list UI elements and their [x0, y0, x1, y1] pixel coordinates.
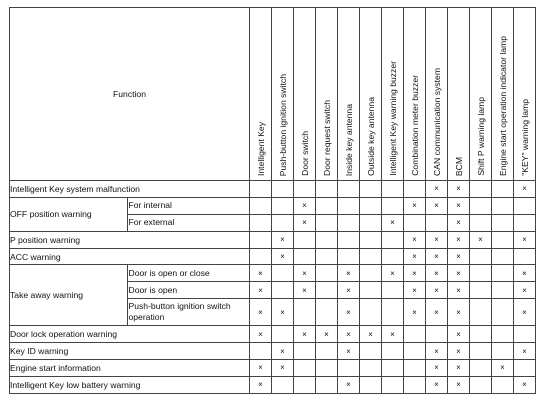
- empty-cell: [470, 265, 492, 282]
- empty-cell: [360, 265, 382, 282]
- empty-cell: [426, 326, 448, 343]
- empty-cell: [382, 248, 404, 265]
- empty-cell: [492, 231, 514, 248]
- column-header-label: Intelligent Key warning buzzer: [387, 61, 398, 176]
- mark-cell: ×: [426, 197, 448, 214]
- mark-cell: ×: [272, 299, 294, 326]
- empty-cell: [492, 265, 514, 282]
- column-header: [470, 8, 492, 181]
- empty-cell: [492, 214, 514, 231]
- column-header-label: Intelligent Key: [255, 122, 266, 176]
- empty-cell: [316, 343, 338, 360]
- empty-cell: [492, 299, 514, 326]
- mark-cell: ×: [404, 282, 426, 299]
- empty-cell: [272, 326, 294, 343]
- column-header: [492, 8, 514, 181]
- empty-cell: [250, 214, 272, 231]
- empty-cell: [316, 376, 338, 393]
- row-condition-label: For internal: [128, 197, 250, 214]
- empty-cell: [382, 360, 404, 377]
- empty-cell: [294, 376, 316, 393]
- mark-cell: ×: [470, 231, 492, 248]
- column-header-label: Inside key antenna: [343, 103, 354, 176]
- empty-cell: [470, 326, 492, 343]
- mark-cell: ×: [514, 343, 536, 360]
- empty-cell: [426, 214, 448, 231]
- mark-cell: ×: [272, 231, 294, 248]
- empty-cell: [250, 181, 272, 198]
- mark-cell: ×: [382, 214, 404, 231]
- mark-cell: ×: [448, 181, 470, 198]
- row-condition-label: Push-button ignition switch operation: [128, 299, 250, 326]
- empty-cell: [338, 181, 360, 198]
- empty-cell: [470, 197, 492, 214]
- empty-cell: [272, 265, 294, 282]
- empty-cell: [316, 248, 338, 265]
- column-header: [360, 8, 382, 181]
- empty-cell: [272, 376, 294, 393]
- mark-cell: ×: [338, 376, 360, 393]
- empty-cell: [250, 248, 272, 265]
- row-function-label: Door lock operation warning: [10, 326, 250, 343]
- empty-cell: [316, 214, 338, 231]
- table-row: [10, 360, 536, 377]
- mark-cell: ×: [426, 248, 448, 265]
- empty-cell: [316, 282, 338, 299]
- empty-cell: [316, 197, 338, 214]
- empty-cell: [492, 248, 514, 265]
- row-function-label: Intelligent Key system malfunction: [10, 181, 250, 198]
- mark-cell: ×: [250, 265, 272, 282]
- empty-cell: [514, 248, 536, 265]
- empty-cell: [250, 343, 272, 360]
- empty-cell: [514, 326, 536, 343]
- empty-cell: [250, 197, 272, 214]
- empty-cell: [382, 282, 404, 299]
- empty-cell: [338, 360, 360, 377]
- empty-cell: [404, 343, 426, 360]
- mark-cell: ×: [250, 360, 272, 377]
- mark-cell: ×: [382, 326, 404, 343]
- empty-cell: [360, 248, 382, 265]
- empty-cell: [404, 376, 426, 393]
- mark-cell: ×: [272, 248, 294, 265]
- mark-cell: ×: [448, 197, 470, 214]
- column-header: [272, 8, 294, 181]
- empty-cell: [514, 360, 536, 377]
- mark-cell: ×: [338, 299, 360, 326]
- empty-cell: [272, 282, 294, 299]
- row-function-label: Take away warning: [10, 265, 128, 326]
- mark-cell: ×: [404, 299, 426, 326]
- row-function-label: ACC warning: [10, 248, 250, 265]
- empty-cell: [316, 360, 338, 377]
- mark-cell: ×: [426, 343, 448, 360]
- function-matrix-container: [9, 7, 536, 394]
- empty-cell: [360, 299, 382, 326]
- table-row: [10, 231, 536, 248]
- empty-cell: [338, 197, 360, 214]
- mark-cell: ×: [250, 282, 272, 299]
- row-function-label: P position warning: [10, 231, 250, 248]
- mark-cell: ×: [514, 282, 536, 299]
- empty-cell: [360, 376, 382, 393]
- empty-cell: [382, 197, 404, 214]
- empty-cell: [470, 343, 492, 360]
- mark-cell: ×: [316, 326, 338, 343]
- empty-cell: [250, 231, 272, 248]
- empty-cell: [492, 376, 514, 393]
- column-header-label: "KEY" warning lamp: [519, 99, 530, 176]
- mark-cell: ×: [338, 326, 360, 343]
- empty-cell: [470, 299, 492, 326]
- empty-cell: [470, 282, 492, 299]
- mark-cell: ×: [250, 326, 272, 343]
- empty-cell: [514, 197, 536, 214]
- empty-cell: [492, 326, 514, 343]
- mark-cell: ×: [360, 326, 382, 343]
- mark-cell: ×: [448, 248, 470, 265]
- mark-cell: ×: [294, 214, 316, 231]
- empty-cell: [360, 197, 382, 214]
- empty-cell: [294, 299, 316, 326]
- mark-cell: ×: [426, 299, 448, 326]
- mark-cell: ×: [514, 265, 536, 282]
- mark-cell: ×: [272, 360, 294, 377]
- empty-cell: [382, 299, 404, 326]
- row-condition-label: Door is open or close: [128, 265, 250, 282]
- column-header: [250, 8, 272, 181]
- column-header: [514, 8, 536, 181]
- mark-cell: ×: [294, 282, 316, 299]
- mark-cell: ×: [250, 376, 272, 393]
- empty-cell: [272, 214, 294, 231]
- mark-cell: ×: [448, 214, 470, 231]
- column-header-label: CAN communication system: [431, 68, 442, 176]
- mark-cell: ×: [448, 343, 470, 360]
- empty-cell: [492, 197, 514, 214]
- header-row: [10, 8, 536, 181]
- empty-cell: [272, 197, 294, 214]
- mark-cell: ×: [404, 197, 426, 214]
- empty-cell: [360, 343, 382, 360]
- row-function-label: Intelligent Key low battery warning: [10, 376, 250, 393]
- empty-cell: [338, 231, 360, 248]
- empty-cell: [360, 231, 382, 248]
- empty-cell: [382, 231, 404, 248]
- empty-cell: [382, 376, 404, 393]
- empty-cell: [294, 343, 316, 360]
- empty-cell: [404, 360, 426, 377]
- empty-cell: [360, 214, 382, 231]
- row-condition-label: Door is open: [128, 282, 250, 299]
- empty-cell: [492, 282, 514, 299]
- function-matrix-table: [9, 7, 536, 394]
- row-function-label: OFF position warning: [10, 197, 128, 231]
- mark-cell: ×: [448, 360, 470, 377]
- empty-cell: [470, 376, 492, 393]
- mark-cell: ×: [338, 282, 360, 299]
- column-header: [294, 8, 316, 181]
- mark-cell: ×: [514, 376, 536, 393]
- row-condition-label: For external: [128, 214, 250, 231]
- mark-cell: ×: [272, 343, 294, 360]
- column-header: [404, 8, 426, 181]
- empty-cell: [382, 181, 404, 198]
- mark-cell: ×: [448, 282, 470, 299]
- empty-cell: [404, 214, 426, 231]
- mark-cell: ×: [426, 265, 448, 282]
- mark-cell: ×: [448, 376, 470, 393]
- column-header: [316, 8, 338, 181]
- mark-cell: ×: [426, 282, 448, 299]
- mark-cell: ×: [448, 265, 470, 282]
- mark-cell: ×: [514, 299, 536, 326]
- mark-cell: ×: [294, 197, 316, 214]
- column-header: [382, 8, 404, 181]
- mark-cell: ×: [294, 265, 316, 282]
- empty-cell: [316, 299, 338, 326]
- empty-cell: [272, 181, 294, 198]
- empty-cell: [316, 265, 338, 282]
- mark-cell: ×: [448, 299, 470, 326]
- column-header-label: BCM: [453, 156, 464, 176]
- column-header: [448, 8, 470, 181]
- empty-cell: [294, 231, 316, 248]
- column-header: [338, 8, 360, 181]
- empty-cell: [470, 248, 492, 265]
- table-row: [10, 181, 536, 198]
- table-row: [10, 343, 536, 360]
- column-header-label: Shift P warning lamp: [475, 97, 486, 176]
- empty-cell: [404, 326, 426, 343]
- column-header-label: Outside key antenna: [365, 97, 376, 176]
- mark-cell: ×: [250, 299, 272, 326]
- column-header-label: Door request switch: [321, 100, 332, 176]
- mark-cell: ×: [404, 248, 426, 265]
- mark-cell: ×: [514, 181, 536, 198]
- function-header: Function: [10, 8, 250, 181]
- empty-cell: [360, 181, 382, 198]
- empty-cell: [316, 181, 338, 198]
- table-body: [10, 181, 536, 394]
- empty-cell: [360, 360, 382, 377]
- mark-cell: ×: [404, 231, 426, 248]
- empty-cell: [294, 360, 316, 377]
- empty-cell: [470, 214, 492, 231]
- column-header: [426, 8, 448, 181]
- mark-cell: ×: [426, 376, 448, 393]
- mark-cell: ×: [514, 231, 536, 248]
- mark-cell: ×: [294, 326, 316, 343]
- column-header-label: Push-button ignition switch: [277, 73, 288, 176]
- empty-cell: [316, 231, 338, 248]
- empty-cell: [338, 248, 360, 265]
- empty-cell: [360, 282, 382, 299]
- empty-cell: [294, 248, 316, 265]
- table-row: [10, 265, 536, 282]
- empty-cell: [382, 343, 404, 360]
- mark-cell: ×: [382, 265, 404, 282]
- table-row: [10, 197, 536, 214]
- column-header-label: Engine start operation indicator lamp: [497, 36, 508, 176]
- column-header-label: Door switch: [299, 131, 310, 176]
- mark-cell: ×: [426, 181, 448, 198]
- empty-cell: [492, 343, 514, 360]
- mark-cell: ×: [448, 231, 470, 248]
- empty-cell: [338, 214, 360, 231]
- mark-cell: ×: [448, 326, 470, 343]
- empty-cell: [514, 214, 536, 231]
- mark-cell: ×: [404, 265, 426, 282]
- row-function-label: Engine start information: [10, 360, 250, 377]
- mark-cell: ×: [426, 360, 448, 377]
- empty-cell: [470, 360, 492, 377]
- empty-cell: [492, 181, 514, 198]
- column-header-label: Combination meter buzzer: [409, 75, 420, 176]
- empty-cell: [470, 181, 492, 198]
- table-row: [10, 248, 536, 265]
- table-row: [10, 376, 536, 393]
- mark-cell: ×: [492, 360, 514, 377]
- mark-cell: ×: [426, 231, 448, 248]
- empty-cell: [404, 181, 426, 198]
- empty-cell: [294, 181, 316, 198]
- row-function-label: Key ID warning: [10, 343, 250, 360]
- mark-cell: ×: [338, 265, 360, 282]
- table-row: [10, 326, 536, 343]
- mark-cell: ×: [338, 343, 360, 360]
